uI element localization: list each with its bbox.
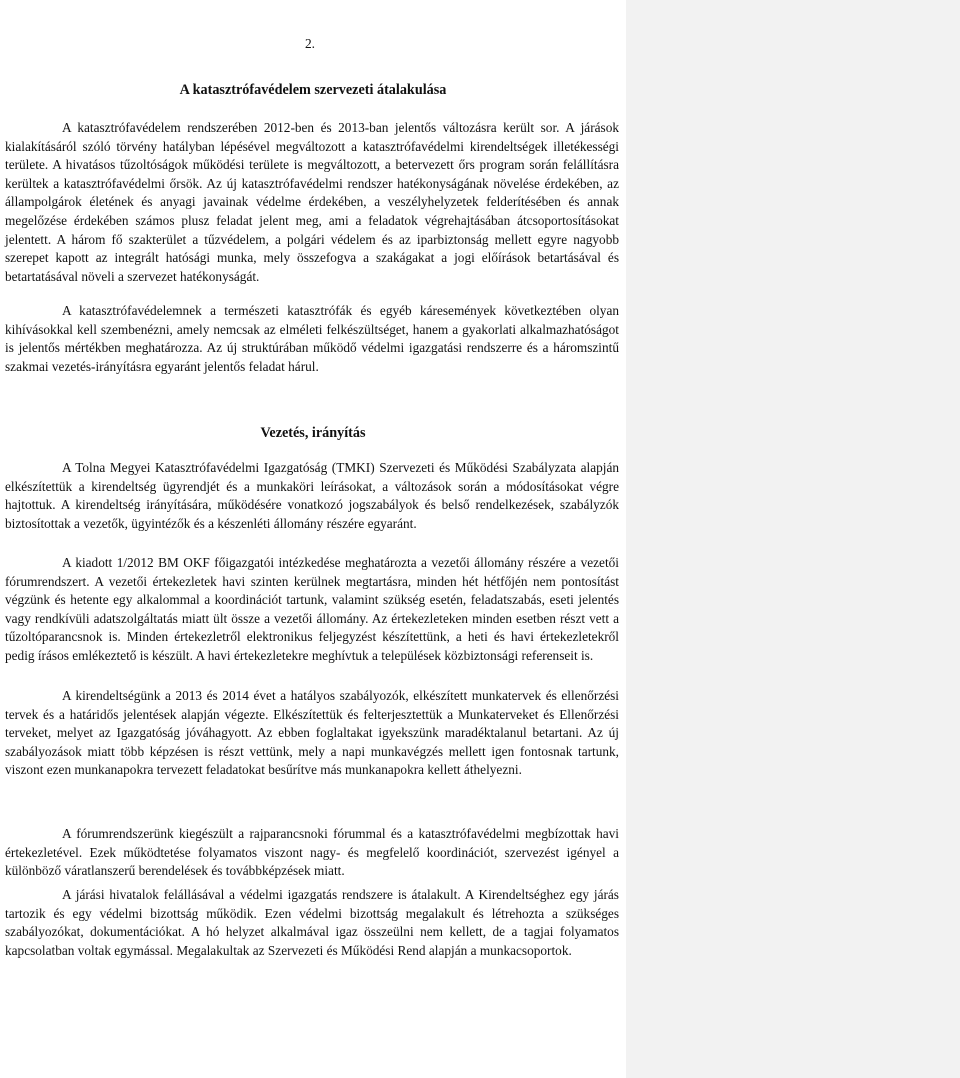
paragraph-text: A katasztrófavédelemnek a természeti katasztrófák és egyéb káresemények következtében olyan kihívásokkal kell szembenézni, amely nemcsak az elméleti felkészültséget, hanem a gyakorlati alkalmazhatóságot is jelentős mértékben meghatározza. Az új struktúrában működő védelmi igazgatási rendszerre és a háromszintű szakmai vezetés-irányításra egyaránt jelentős feladat hárul.	[5, 303, 619, 374]
paragraph-indent	[5, 555, 62, 570]
paragraph-text: A járási hivatalok felállásával a védelmi igazgatás rendszere is átalakult. A Kirendeltséghez egy járás tartozik és egy védelmi bizottság működik. Ezen védelmi bizottság megalakult és létrehozta a szükséges szabályozókat, dokumentációkat. A hó helyzet alkalmával igaz összeülni nem kellett, de a tagjai folyamatos kapcsolatban voltak egymással. Megalakultak az Szervezeti és Működési Rend alapján a munkacsoportok.	[5, 887, 619, 958]
paragraph-management-5	[5, 886, 619, 960]
section-title-reorganization: A katasztrófavédelem szervezeti átalakulása	[179, 82, 447, 98]
paragraph-management-3	[5, 687, 619, 780]
paragraph-text: A kiadott 1/2012 BM OKF főigazgatói intézkedése meghatározta a vezetői állomány részére a vezetői fórumrendszert. A vezetői értekezletek havi szinten kerülnek megtartásra, minden hét hétfőjén nem pontosítást végzünk és hetente egy alkalommal a koordinációt tartunk, valamint szükség esetén, feladatszabás, eseti jelentés vagy rendkívüli adatszolgáltatás miatt ült össze a vezetői állomány. Az értekezleteken minden esetben részt vett a tűzoltóparancsnok is. Minden értekezletről elektronikus feljegyzést készítettünk, a heti és havi értekezletekről pedig írásos emlékeztető is készült. A havi értekezletekre meghívtuk a települések közbiztonsági referenseit is.	[5, 555, 619, 663]
paragraph-indent	[5, 120, 62, 135]
comment-margin-pane	[626, 0, 960, 1078]
paragraph-indent	[5, 460, 62, 475]
page-number: 2.	[304, 36, 316, 51]
paragraph-text: A katasztrófavédelem rendszerében 2012-ben és 2013-ban jelentős változásra került sor. A járások kialakításáról szóló törvény hatályban lépésével megváltozott a katasztrófavédelmi kirendeltségek illetékességi területe. A hivatásos tűzoltóságok működési területe is megváltozott, a betervezett őrs program során felállításra kerültek a katasztrófavédelmi őrsök. Az új katasztrófavédelmi rendszer hatékonyságának növelése érdekében, az állampolgárok életének és anyagi javainak védelme érdekében, a veszélyhelyzetek felderítésében és annak megelőzése érdekében számos plusz feladat jelent meg, ami a feladatok végrehajtásában átcsoportosításokat jelentett. A három fő szakterület a tűzvédelem, a polgári védelem és az iparbiztonság mellett egyre nagyobb szerepet kapott az integrált hatósági munka, mely összefogva a szakágakat a jogi előírások betartásával és betartatásával növeli a szervezet hatékonyságát.	[5, 120, 619, 284]
paragraph-management-1	[5, 459, 619, 533]
paragraph-indent	[5, 688, 62, 703]
paragraph-management-4	[5, 825, 619, 881]
paragraph-indent	[5, 303, 62, 318]
paragraph-indent	[5, 887, 62, 902]
paragraph-reorganization-1	[5, 119, 619, 286]
paragraph-reorganization-2	[5, 302, 619, 376]
paragraph-text: A kirendeltségünk a 2013 és 2014 évet a hatályos szabályozók, elkészített munkatervek és ellenőrzési tervek és a határidős jelentések alapján végezte. Elkészítettük és felterjesztettük a Munkaterveket és Ellenőrzési terveket, melyet az Igazgatóság jóváhagyott. Az ebben foglaltakat igyekszünk maradéktalanul betartani. Az új szabályozások miatt több képzésen is részt vettünk, mely a napi munkavégzés mellett igen fontosnak tartunk, viszont ezen munkanapokra tervezett feladatokat besűrítve más munkanapokra kellett áthelyezni.	[5, 688, 619, 778]
paragraph-management-2	[5, 554, 619, 666]
section-title-management: Vezetés, irányítás	[260, 425, 366, 441]
paragraph-text: A fórumrendszerünk kiegészült a rajparancsnoki fórummal és a katasztrófavédelmi megbízottak havi értekezletével. Ezek működtetése folyamatos viszont nagy- és megfelelő koordinációt, szervezést igényel a különböző váratlanszerű berendelések és továbbképzések miatt.	[5, 826, 619, 879]
paragraph-text: A Tolna Megyei Katasztrófavédelmi Igazgatóság (TMKI) Szervezeti és Működési Szabályzata alapján elkészítettük a kirendeltség ügyrendjét és a munkaköri leírásokat, a változások során a módosításokat végre hajtottuk. A kirendeltség irányítására, működésére vonatkozó jogszabályok és belső rendelkezések, szabályzók biztosítottak a vezetők, ügyintézők és a készenléti állomány részére egyaránt.	[5, 460, 619, 531]
paragraph-indent	[5, 826, 62, 841]
